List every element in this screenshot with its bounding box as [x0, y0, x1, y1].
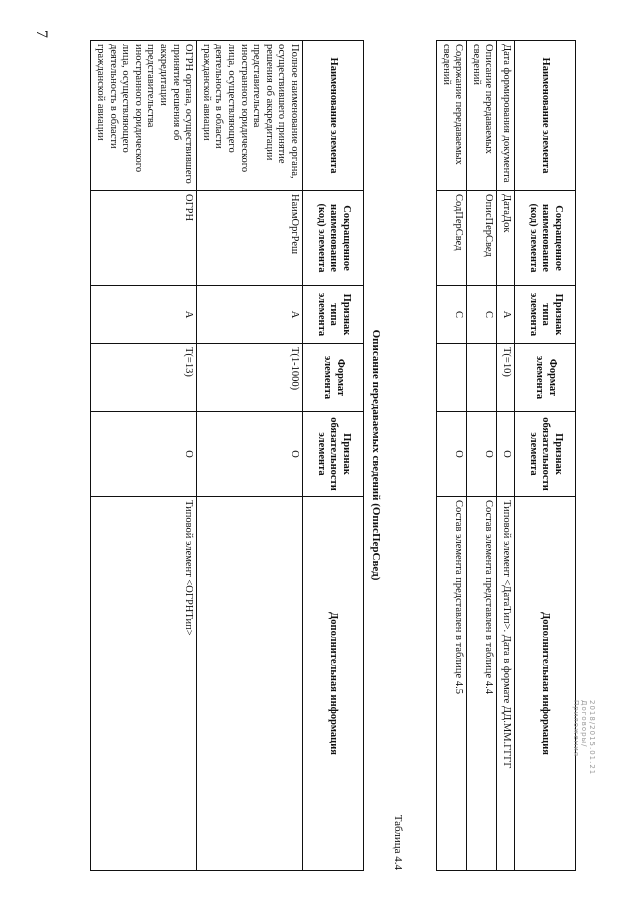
cell-type: А — [197, 286, 303, 344]
cell-required: О — [467, 412, 497, 497]
cell-info: Состав элемента представлен в таблице 4.4 — [467, 497, 497, 871]
transmitted-info-description-table — [91, 40, 365, 871]
cell-required: О — [497, 412, 515, 497]
cell-name: Дата формирования документа — [497, 41, 515, 191]
cell-code: ОГРН — [91, 191, 197, 286]
table-title: Описание передаваемых сведений (ОписПерСвед) — [370, 329, 382, 581]
cell-name: Полное наименование органа, осуществившего принятие решения об аккредитации представительства иностранного юридического лица, осуществляющего деятельность в области гражданской авиации — [197, 41, 303, 191]
cell-required: О — [437, 412, 467, 497]
table-row — [497, 41, 515, 871]
table-row — [437, 41, 467, 871]
header-element-format: Формат элемента — [515, 344, 576, 412]
rotated-page-content — [56, 40, 576, 870]
header-element-type: Признак типа элемента — [515, 286, 576, 344]
header-element-format: Формат элемента — [303, 344, 364, 412]
cell-type: А — [497, 286, 515, 344]
header-additional-info: Дополнительная информация — [303, 497, 364, 871]
header-element-type: Признак типа элемента — [303, 286, 364, 344]
table-number: Таблица 4.4 — [392, 814, 404, 870]
cell-type: А — [91, 286, 197, 344]
header-element-required: Признак обязательности элемента — [303, 412, 364, 497]
table-header-row — [303, 41, 364, 871]
table-header-row — [515, 41, 576, 871]
cell-name: Описание передаваемых сведений — [467, 41, 497, 191]
cell-format: Т(=10) — [497, 344, 515, 412]
cell-code: ДатаДок — [497, 191, 515, 286]
header-element-name: Наименование элемента — [515, 41, 576, 191]
cell-info: Типовой элемент <ДатаТип>. Дата в формате ДД.ММ.ГГГГ — [497, 497, 515, 871]
cell-format — [467, 344, 497, 412]
cell-format — [437, 344, 467, 412]
table-row — [197, 41, 303, 871]
cell-info: Типовой элемент <ОГРНТип> — [91, 497, 197, 871]
cell-required: О — [91, 412, 197, 497]
cell-info — [197, 497, 303, 871]
header-element-code: Сокращенное наименование (код) элемента — [303, 191, 364, 286]
elements-table-continued — [436, 40, 576, 871]
cell-info: Состав элемента представлен в таблице 4.5 — [437, 497, 467, 871]
cell-type: С — [437, 286, 467, 344]
scan-watermark: 2018/2015.01.21 Договоры/Приложения — [572, 700, 596, 776]
cell-required: О — [197, 412, 303, 497]
cell-code: НаимОргРеш — [197, 191, 303, 286]
page-number: 7 — [33, 30, 50, 38]
cell-format: Т(=13) — [91, 344, 197, 412]
cell-name: ОГРН органа, осуществившего принятие решения об аккредитации представительства иностранного юридического лица, осуществляющего деятельность в области гражданской авиации — [91, 41, 197, 191]
cell-type: С — [467, 286, 497, 344]
header-element-code: Сокращенное наименование (код) элемента — [515, 191, 576, 286]
table-row — [467, 41, 497, 871]
cell-code: СодПерСвед — [437, 191, 467, 286]
cell-code: ОписПерСвед — [467, 191, 497, 286]
cell-format: Т(1-1000) — [197, 344, 303, 412]
table-row — [91, 41, 197, 871]
header-additional-info: Дополнительная информация — [515, 497, 576, 871]
cell-name: Содержание передаваемых сведений — [437, 41, 467, 191]
header-element-required: Признак обязательности элемента — [515, 412, 576, 497]
header-element-name: Наименование элемента — [303, 41, 364, 191]
